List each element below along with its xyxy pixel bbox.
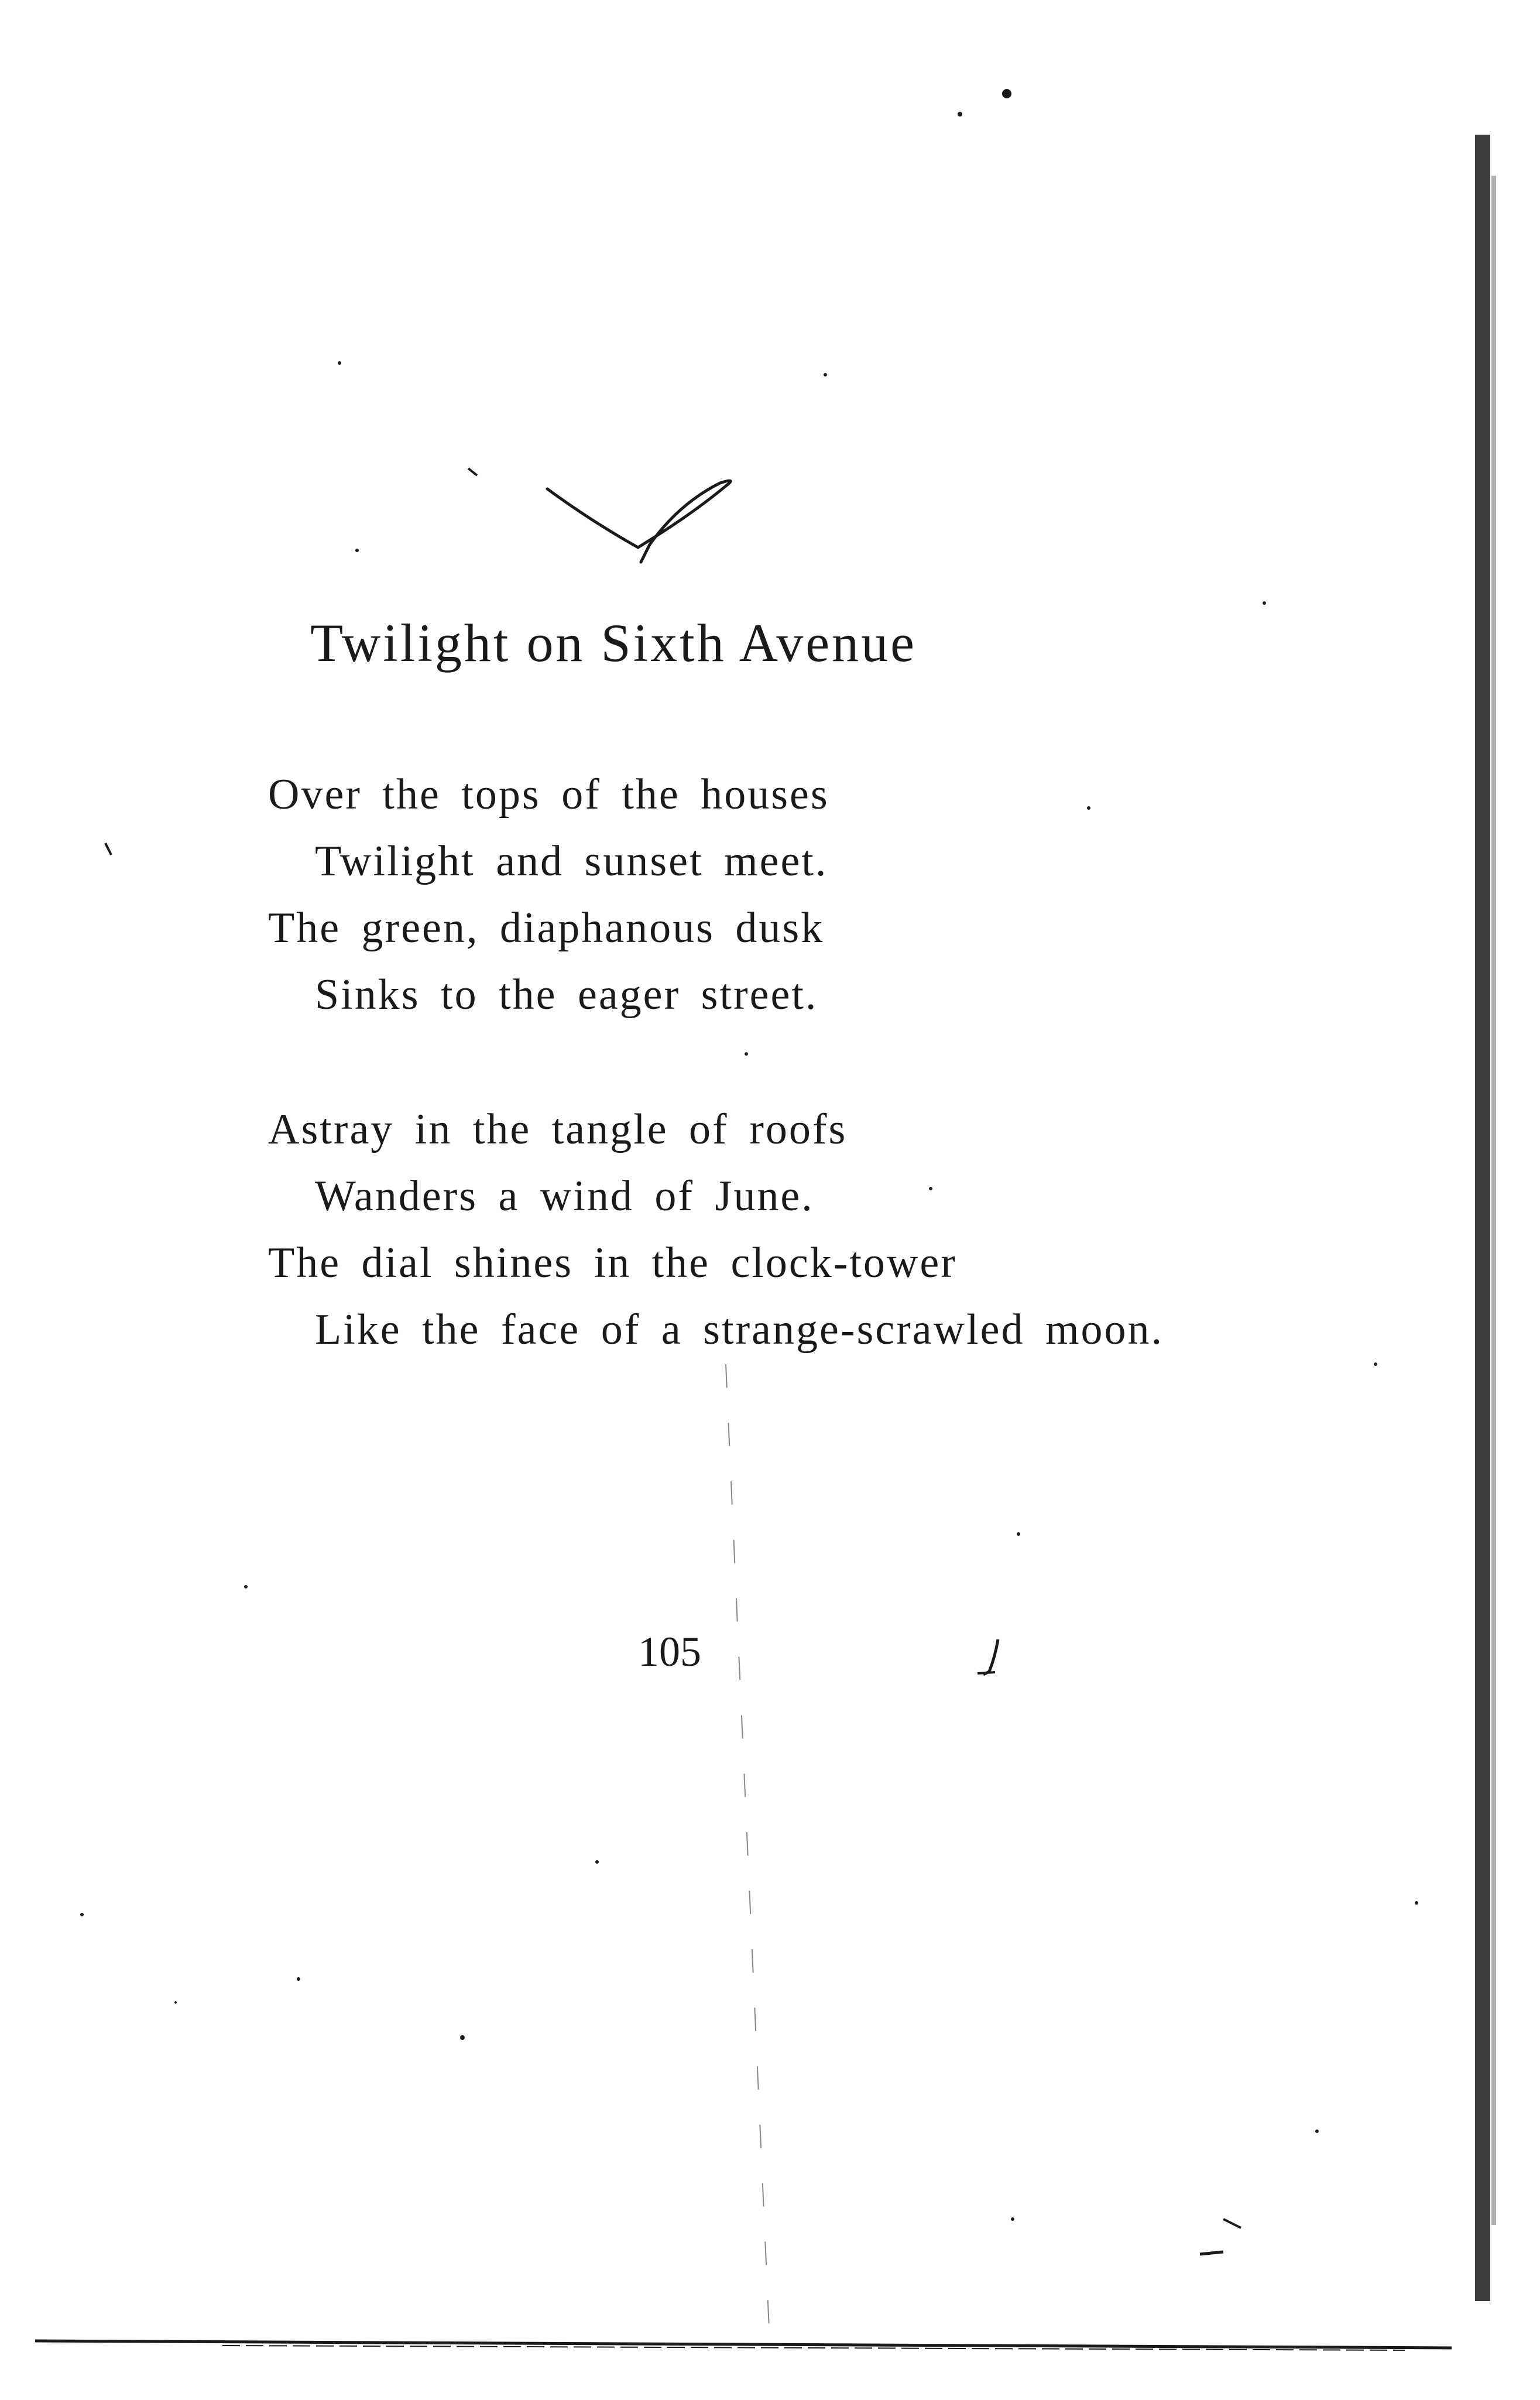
poem-line: Over the tops of the houses	[268, 771, 829, 819]
poem-line: Astray in the tangle of roofs	[268, 1105, 848, 1153]
poem-line: Wanders a wind of June.	[315, 1172, 814, 1220]
poem-line: Like the face of a strange-scrawled moon.	[315, 1306, 1164, 1354]
poem-line: The green, diaphanous dusk	[268, 904, 825, 952]
fold-line	[726, 1364, 770, 2342]
bottom-rule	[35, 2341, 1452, 2348]
page-number: 105	[638, 1628, 701, 1675]
poem-line: Twilight and sunset meet.	[315, 837, 828, 885]
poem-line: The dial shines in the clock-tower	[268, 1239, 957, 1287]
stanza	[268, 1096, 1164, 1363]
handwritten-mark	[983, 1639, 998, 1675]
stanza	[268, 761, 829, 1028]
binding-shadow	[1475, 135, 1490, 2301]
poem-line: Sinks to the eager street.	[315, 971, 818, 1019]
handwritten-checkmark	[547, 481, 730, 562]
poem-title: Twilight on Sixth Avenue	[310, 613, 917, 673]
